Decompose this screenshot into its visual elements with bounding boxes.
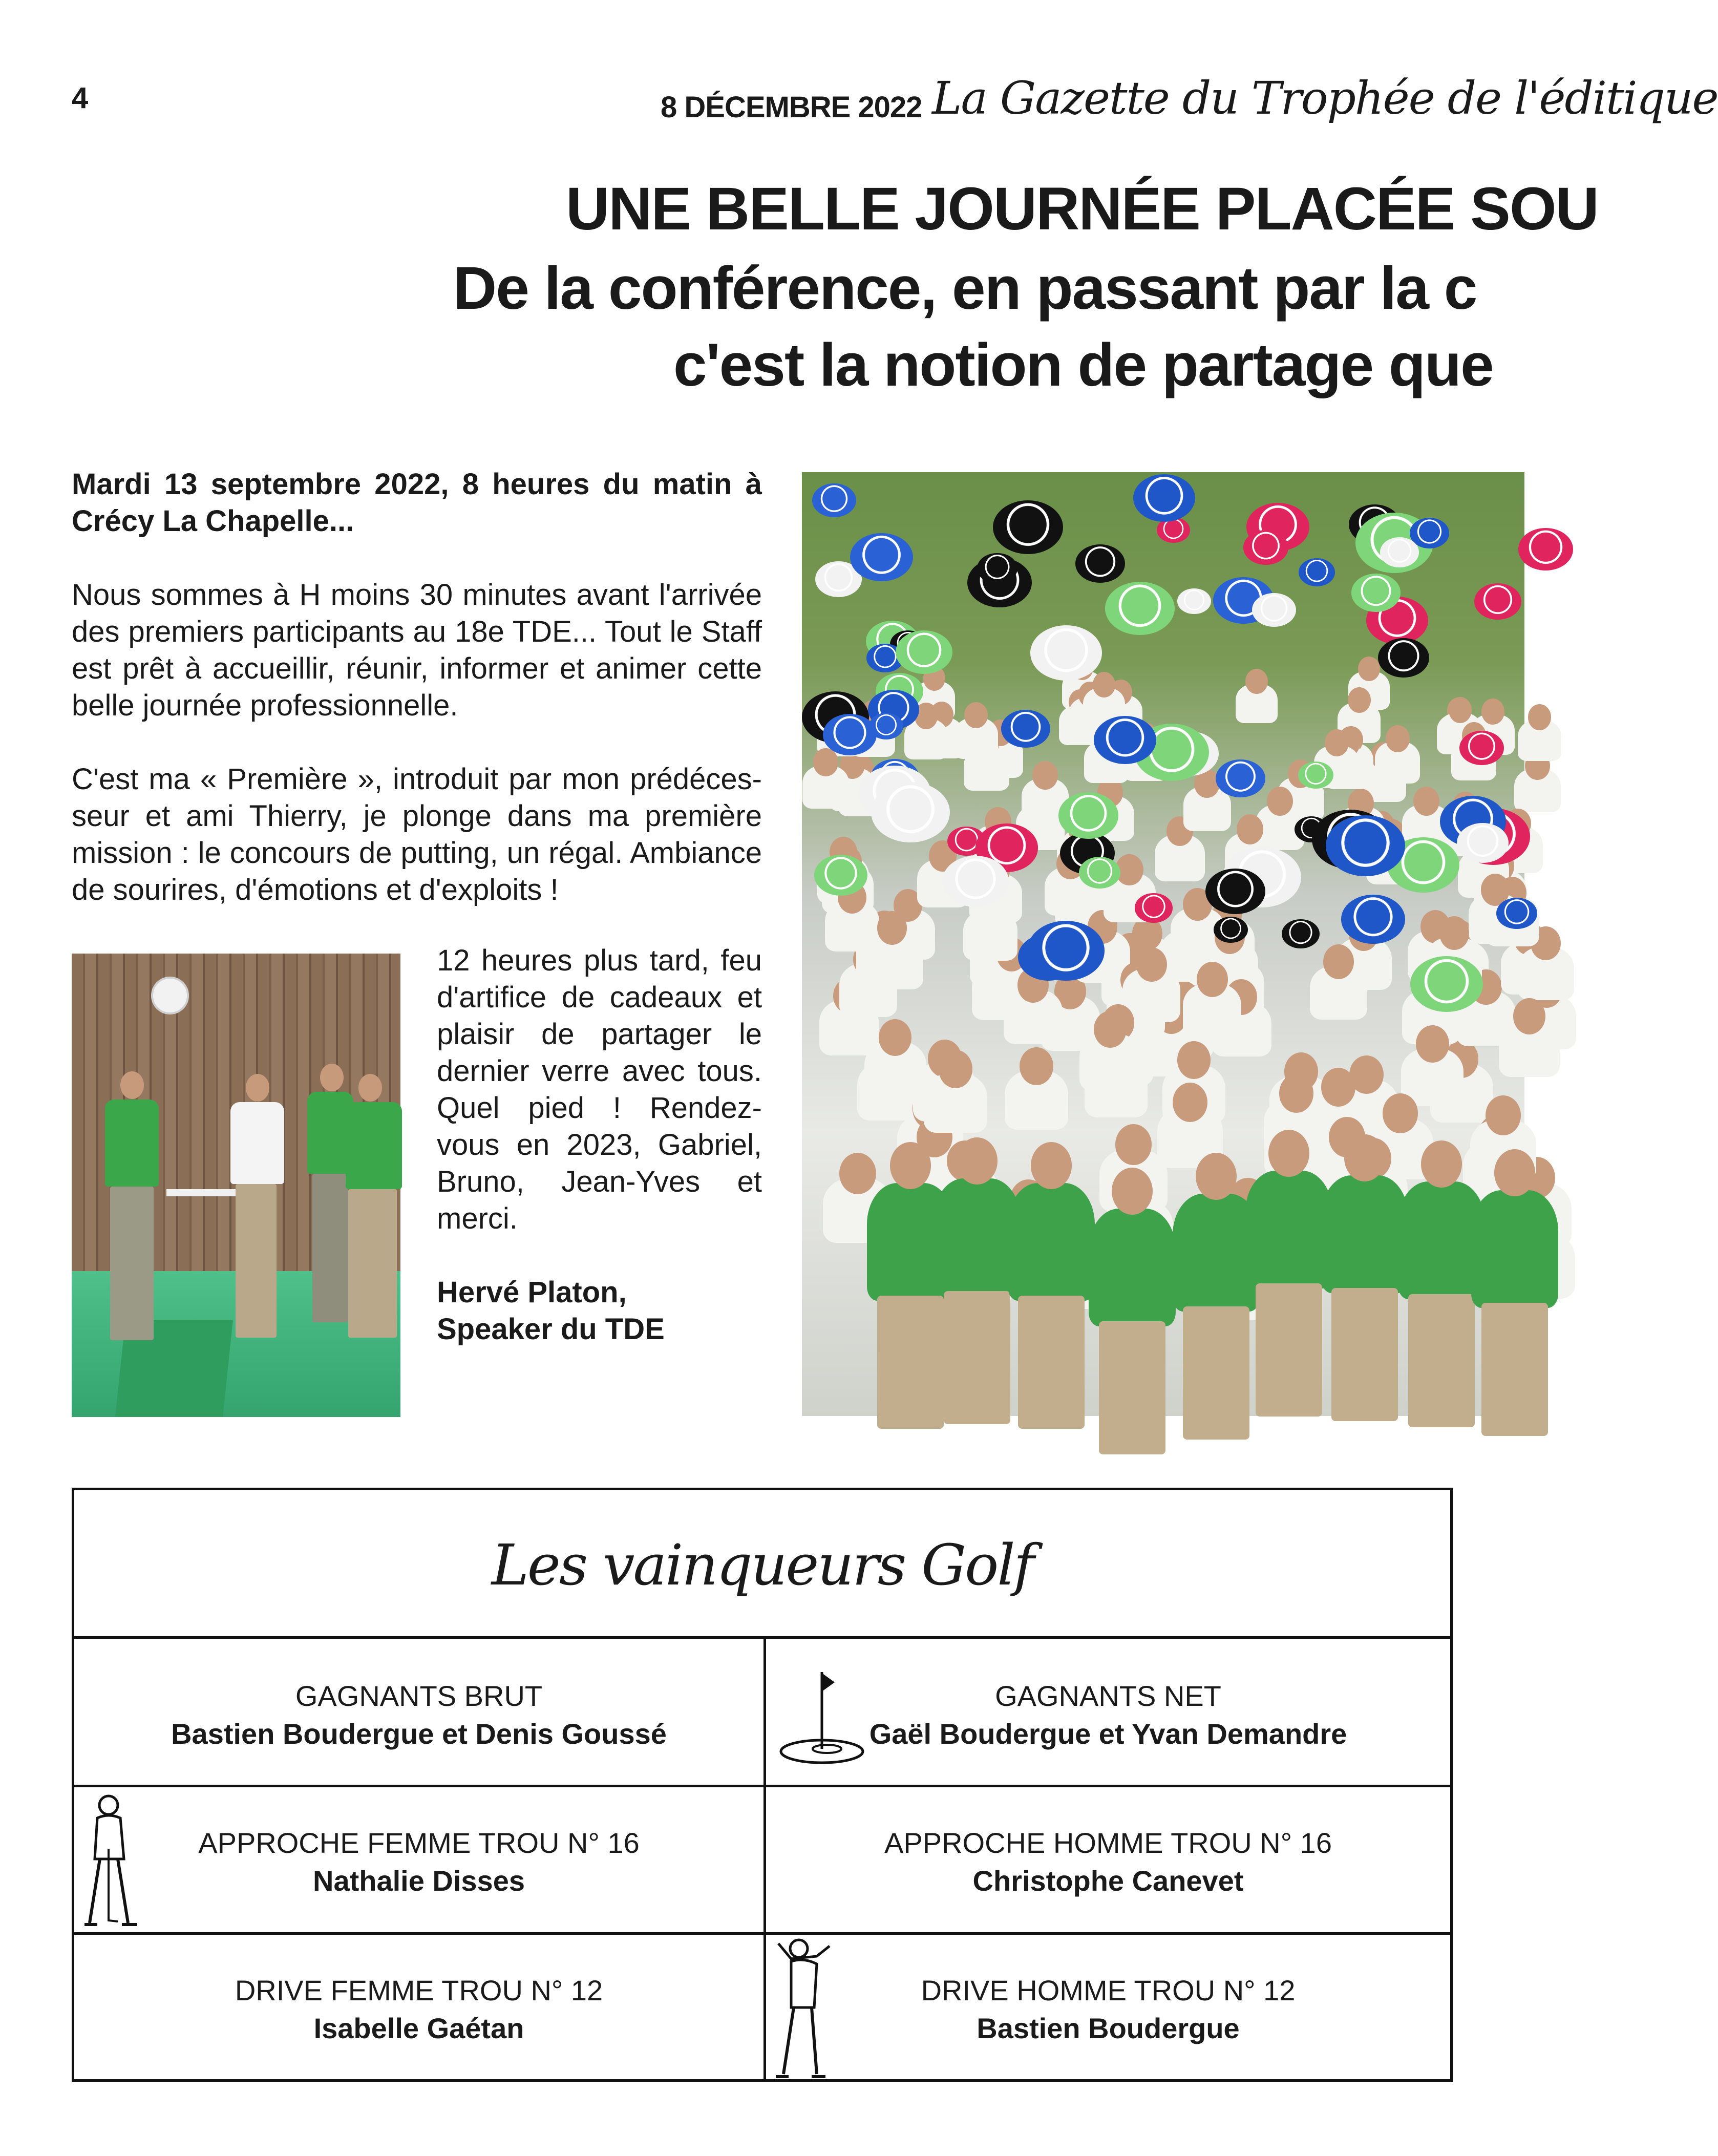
winner-cell xyxy=(74,1639,763,1785)
article-paragraph: 12 heures plus tard, feu d'artifice de cadeaux et plaisir de partager le dernier verre avec tous. Quel pied ! Rendez-vous en 2023, Gabriel, Bruno, Jean-Yves et merci. xyxy=(437,944,762,1235)
winner-name: Bastien Boudergue xyxy=(977,2012,1240,2044)
winner-cell xyxy=(74,1935,763,2082)
signature-role: Speaker du TDE xyxy=(437,1313,665,1346)
group-hat-toss-photo xyxy=(802,472,1524,1416)
signature-name: Hervé Platon, xyxy=(437,1276,627,1309)
publication-title: La Gazette du Trophée de l'éditique xyxy=(932,72,1718,124)
winner-category: APPROCHE FEMME TROU N° 16 xyxy=(198,1827,640,1859)
signature xyxy=(437,1274,762,1348)
headline-line-1: UNE BELLE JOURNÉE PLACÉE SOU xyxy=(566,175,1598,243)
article-paragraph: C'est ma « Première », introduit par mon prédéces-seur et ami Thierry, je plonge dans ma première mission : le concours de putting, un régal. Ambiance de sourires, d'émotions et d'exploits ! xyxy=(72,763,762,906)
winner-name: Christophe Canevet xyxy=(972,1865,1244,1897)
article-paragraph: Nous sommes à H moins 30 minutes avant l'arrivée des premiers participants au 18e TDE... Tout le Staff est prêt à accueillir, réunir, informer et animer cette belle journée professionnelle. xyxy=(72,578,762,722)
header-date: 8 DÉCEMBRE 2022 xyxy=(661,91,922,124)
wall-clock xyxy=(151,977,189,1014)
putting-contest-photo xyxy=(72,954,400,1417)
winner-category: DRIVE HOMME TROU N° 12 xyxy=(921,1974,1296,2006)
winner-cell xyxy=(766,1787,1450,1932)
winner-cell xyxy=(766,1639,1450,1785)
winner-name: Nathalie Disses xyxy=(313,1865,525,1897)
winners-title-text: Les vainqueurs Golf xyxy=(491,1532,1033,1598)
winner-category: GAGNANTS BRUT xyxy=(295,1680,543,1712)
article-body xyxy=(72,466,762,945)
winner-name: Gaël Boudergue et Yvan Demandre xyxy=(869,1718,1347,1750)
golf-flag-icon xyxy=(776,1667,868,1769)
headline-line-2: De la conférence, en passant par la c xyxy=(453,255,1477,322)
golfer-swing-icon xyxy=(768,1936,840,2082)
winners-title xyxy=(74,1490,1450,1639)
winner-name: Isabelle Gaétan xyxy=(313,2012,524,2044)
golfer-putting-icon xyxy=(77,1792,143,1931)
winner-category: DRIVE FEMME TROU N° 12 xyxy=(235,1974,603,2006)
headline-line-3: c'est la notion de partage que xyxy=(673,331,1493,399)
article-closing xyxy=(437,942,762,1385)
page-number: 4 xyxy=(72,81,89,115)
winner-category: GAGNANTS NET xyxy=(995,1680,1221,1712)
winner-name: Bastien Boudergue et Denis Goussé xyxy=(171,1718,667,1750)
winner-category: APPROCHE HOMME TROU N° 16 xyxy=(884,1827,1332,1859)
golf-winners-table xyxy=(72,1488,1453,2082)
winner-cell xyxy=(74,1787,763,1932)
winner-cell xyxy=(766,1935,1450,2082)
article-lead: Mardi 13 septembre 2022, 8 heures du matin à Crécy La Chapelle... xyxy=(72,468,762,538)
